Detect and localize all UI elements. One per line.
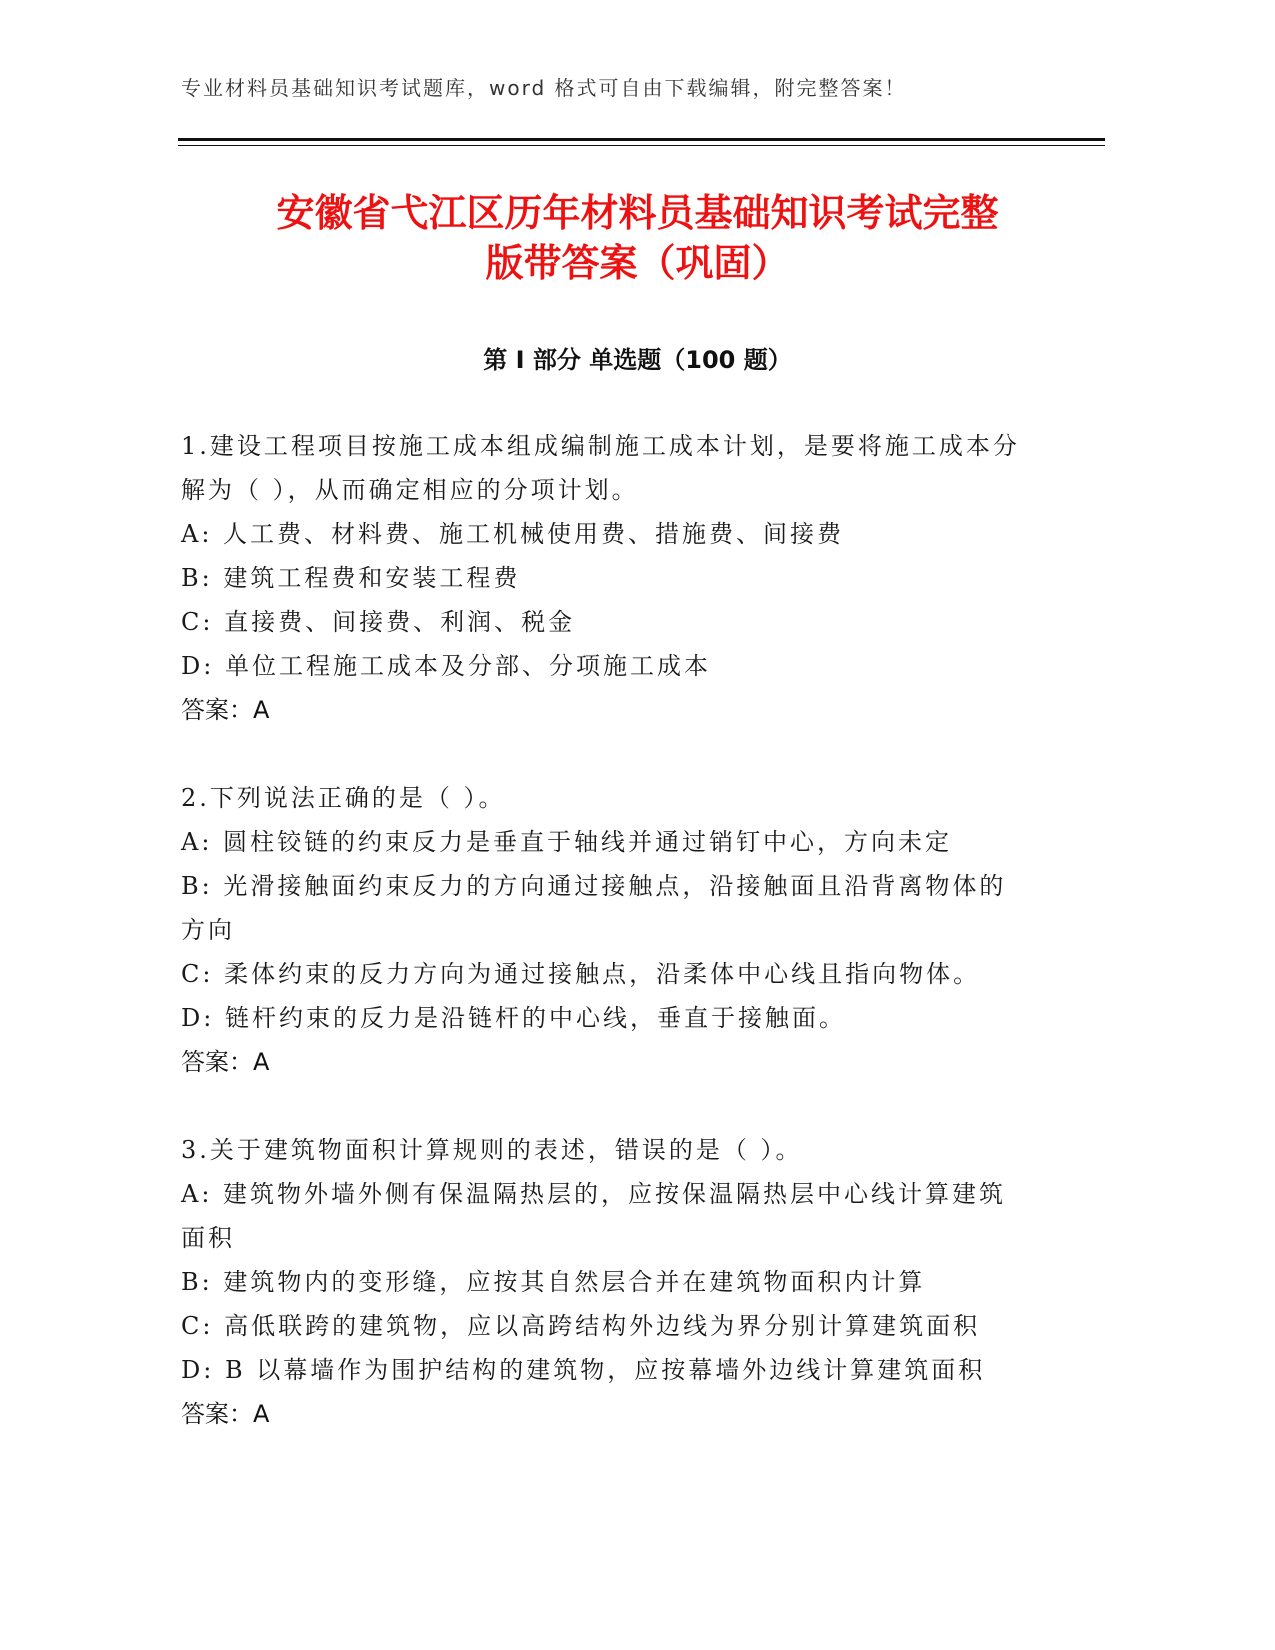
option-b: B: 建筑工程费和安装工程费	[181, 564, 521, 592]
option-b: B: 建筑物内的变形缝，应按其自然层合并在建筑物面积内计算	[181, 1268, 926, 1296]
option-a: A: 人工费、材料费、施工机械使用费、措施费、间接费	[181, 520, 845, 548]
header-note: 专业材料员基础知识考试题库，word 格式可自由下载编辑，附完整答案！	[181, 76, 907, 100]
question-list	[181, 424, 1031, 1480]
question-3	[181, 1128, 1031, 1436]
option-a: A: 建筑物外墙外侧有保温隔热层的，应按保温隔热层中心线计算建筑面积	[181, 1180, 1007, 1252]
question-2	[181, 776, 1031, 1084]
option-c: C: 直接费、间接费、利润、税金	[181, 608, 576, 636]
answer: 答案：A	[181, 1048, 270, 1076]
section-title: 第 I 部分 单选题（100 题）	[483, 346, 792, 374]
header-divider-thick	[178, 138, 1105, 141]
option-d: D: 单位工程施工成本及分部、分项施工成本	[181, 652, 711, 680]
question-stem: 1.建设工程项目按施工成本组成编制施工成本计划，是要将施工成本分解为（ ），从而确定相应的分项计划。	[181, 432, 1020, 504]
option-a: A: 圆柱铰链的约束反力是垂直于轴线并通过销钉中心，方向未定	[181, 828, 953, 856]
option-d: D: B 以幕墙作为围护结构的建筑物，应按幕墙外边线计算建筑面积	[181, 1356, 986, 1384]
option-c: C: 柔体约束的反力方向为通过接触点，沿柔体中心线且指向物体。	[181, 960, 981, 988]
option-c: C: 高低联跨的建筑物，应以高跨结构外边线为界分别计算建筑面积	[181, 1312, 981, 1340]
question-stem: 3.关于建筑物面积计算规则的表述，错误的是（ ）。	[181, 1136, 803, 1164]
document-title-line-1: 安徽省弋江区历年材料员基础知识考试完整	[276, 191, 999, 235]
document-title-line-2: 版带答案（巩固）	[485, 241, 790, 285]
option-d: D: 链杆约束的反力是沿链杆的中心线，垂直于接触面。	[181, 1004, 846, 1032]
answer: 答案：A	[181, 696, 270, 724]
answer: 答案：A	[181, 1400, 270, 1428]
question-1	[181, 424, 1031, 732]
header-divider-thin	[178, 145, 1105, 146]
option-b: B: 光滑接触面约束反力的方向通过接触点，沿接触面且沿背离物体的方向	[181, 872, 1007, 944]
document-title	[150, 188, 1125, 288]
question-stem: 2.下列说法正确的是（ ）。	[181, 784, 506, 812]
